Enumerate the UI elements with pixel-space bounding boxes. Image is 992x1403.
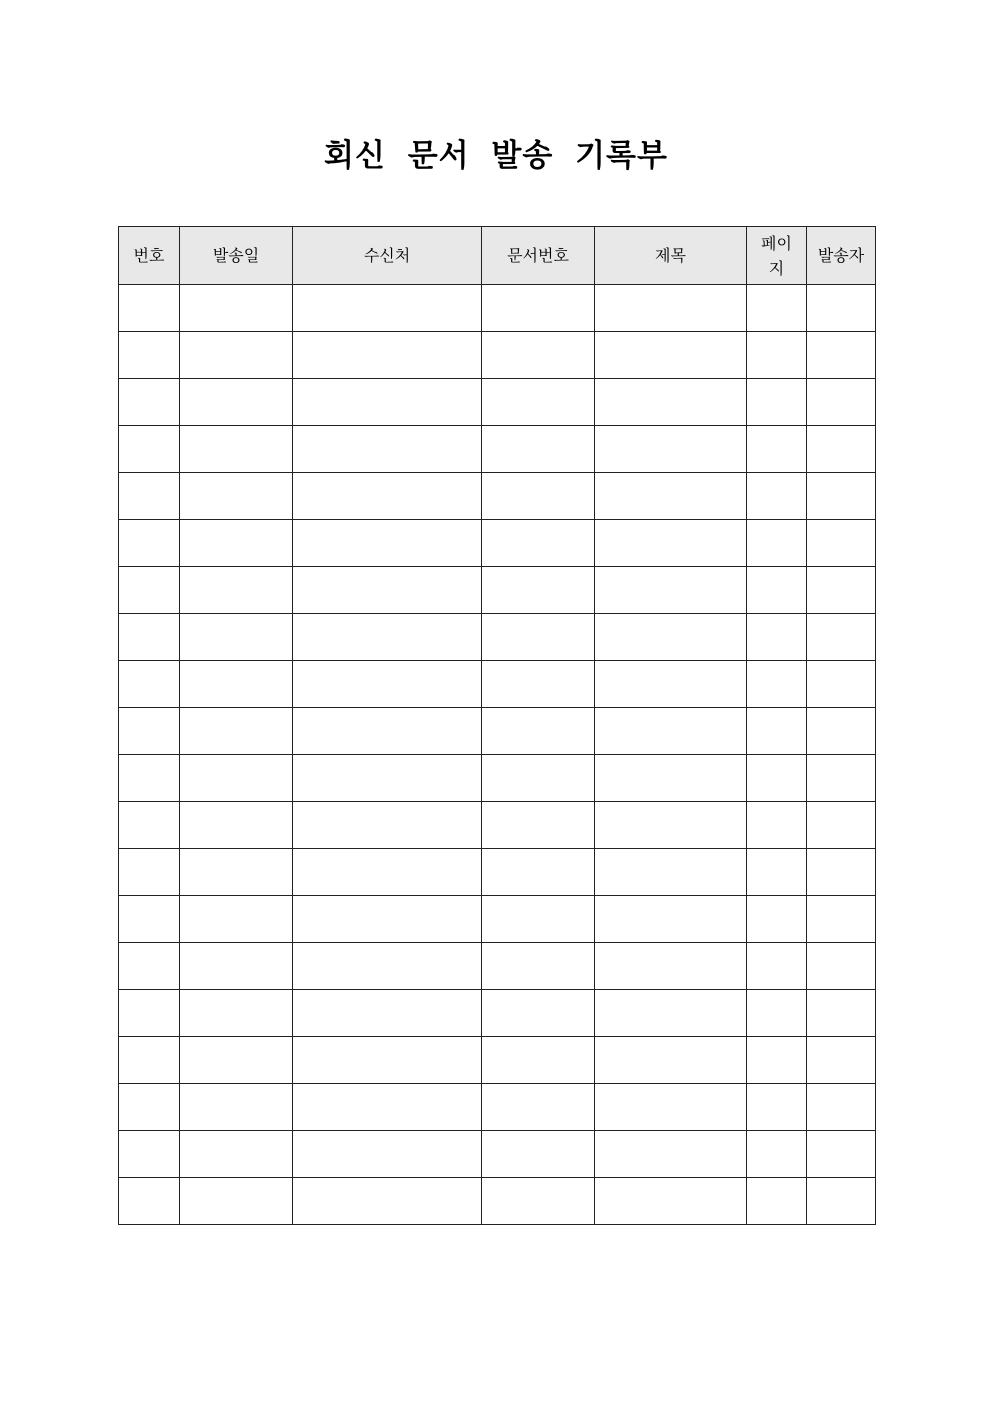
cell-number[interactable] [119,1084,180,1131]
cell-document-number[interactable] [482,849,595,896]
cell-recipient[interactable] [293,1178,482,1225]
cell-subject[interactable] [595,990,747,1037]
cell-sender[interactable] [807,1178,876,1225]
cell-recipient[interactable] [293,1037,482,1084]
cell-sender[interactable] [807,332,876,379]
cell-pages[interactable] [747,285,807,332]
table-row [119,661,876,708]
cell-document-number[interactable] [482,379,595,426]
table-row [119,708,876,755]
cell-document-number[interactable] [482,285,595,332]
cell-number[interactable] [119,1178,180,1225]
cell-subject[interactable] [595,520,747,567]
cell-subject[interactable] [595,849,747,896]
cell-sender[interactable] [807,1084,876,1131]
cell-document-number[interactable] [482,1131,595,1178]
cell-document-number[interactable] [482,661,595,708]
table-row [119,285,876,332]
cell-pages[interactable] [747,426,807,473]
cell-number[interactable] [119,567,180,614]
cell-pages[interactable] [747,896,807,943]
table-row [119,849,876,896]
cell-recipient[interactable] [293,473,482,520]
cell-recipient[interactable] [293,285,482,332]
cell-send-date[interactable] [180,661,293,708]
cell-send-date[interactable] [180,1178,293,1225]
cell-sender[interactable] [807,426,876,473]
table-row [119,1084,876,1131]
table-row [119,614,876,661]
cell-send-date[interactable] [180,520,293,567]
cell-number[interactable] [119,755,180,802]
cell-send-date[interactable] [180,426,293,473]
cell-sender[interactable] [807,990,876,1037]
cell-sender[interactable] [807,1037,876,1084]
cell-number[interactable] [119,708,180,755]
cell-subject[interactable] [595,755,747,802]
cell-pages[interactable] [747,1084,807,1131]
cell-send-date[interactable] [180,614,293,661]
cell-send-date[interactable] [180,473,293,520]
cell-number[interactable] [119,802,180,849]
header-pages-label: 페이지 [761,233,792,278]
cell-document-number[interactable] [482,473,595,520]
cell-send-date[interactable] [180,1131,293,1178]
table-row [119,567,876,614]
cell-number[interactable] [119,332,180,379]
cell-number[interactable] [119,614,180,661]
cell-subject[interactable] [595,896,747,943]
cell-document-number[interactable] [482,567,595,614]
cell-document-number[interactable] [482,990,595,1037]
cell-sender[interactable] [807,943,876,990]
dispatch-log-table [118,226,876,1225]
cell-subject[interactable] [595,285,747,332]
cell-send-date[interactable] [180,567,293,614]
cell-recipient[interactable] [293,849,482,896]
cell-document-number[interactable] [482,896,595,943]
cell-sender[interactable] [807,896,876,943]
cell-pages[interactable] [747,661,807,708]
cell-recipient[interactable] [293,426,482,473]
cell-pages[interactable] [747,520,807,567]
table-row [119,943,876,990]
cell-pages[interactable] [747,1178,807,1225]
cell-sender[interactable] [807,614,876,661]
cell-send-date[interactable] [180,802,293,849]
cell-send-date[interactable] [180,849,293,896]
cell-sender[interactable] [807,520,876,567]
cell-number[interactable] [119,1037,180,1084]
header-pages [747,227,807,285]
table-header-row [119,227,876,285]
cell-pages[interactable] [747,990,807,1037]
cell-recipient[interactable] [293,943,482,990]
cell-document-number[interactable] [482,426,595,473]
cell-pages[interactable] [747,755,807,802]
cell-send-date[interactable] [180,990,293,1037]
cell-recipient[interactable] [293,332,482,379]
cell-subject[interactable] [595,1178,747,1225]
cell-recipient[interactable] [293,661,482,708]
cell-pages[interactable] [747,708,807,755]
header-recipient: 수신처 [293,227,482,285]
cell-subject[interactable] [595,614,747,661]
cell-document-number[interactable] [482,614,595,661]
cell-document-number[interactable] [482,1037,595,1084]
header-send-date: 발송일 [180,227,293,285]
cell-subject[interactable] [595,943,747,990]
table-row [119,379,876,426]
table-row [119,896,876,943]
cell-number[interactable] [119,1131,180,1178]
cell-sender[interactable] [807,708,876,755]
cell-send-date[interactable] [180,285,293,332]
cell-number[interactable] [119,661,180,708]
header-document-number: 문서번호 [482,227,595,285]
cell-number[interactable] [119,849,180,896]
cell-pages[interactable] [747,849,807,896]
cell-pages[interactable] [747,567,807,614]
cell-document-number[interactable] [482,755,595,802]
cell-pages[interactable] [747,379,807,426]
cell-pages[interactable] [747,332,807,379]
cell-document-number[interactable] [482,332,595,379]
cell-number[interactable] [119,896,180,943]
cell-pages[interactable] [747,943,807,990]
cell-recipient[interactable] [293,614,482,661]
cell-send-date[interactable] [180,332,293,379]
cell-send-date[interactable] [180,943,293,990]
cell-sender[interactable] [807,1131,876,1178]
header-subject: 제목 [595,227,747,285]
cell-document-number[interactable] [482,1084,595,1131]
cell-send-date[interactable] [180,1084,293,1131]
cell-recipient[interactable] [293,520,482,567]
cell-sender[interactable] [807,473,876,520]
cell-number[interactable] [119,379,180,426]
cell-send-date[interactable] [180,1037,293,1084]
cell-send-date[interactable] [180,708,293,755]
cell-send-date[interactable] [180,896,293,943]
cell-sender[interactable] [807,379,876,426]
cell-subject[interactable] [595,567,747,614]
cell-sender[interactable] [807,285,876,332]
cell-subject[interactable] [595,1037,747,1084]
cell-subject[interactable] [595,332,747,379]
cell-recipient[interactable] [293,708,482,755]
table-row [119,990,876,1037]
header-number: 번호 [119,227,180,285]
cell-sender[interactable] [807,755,876,802]
cell-subject[interactable] [595,1131,747,1178]
table-body [119,285,876,1225]
cell-recipient[interactable] [293,755,482,802]
cell-sender[interactable] [807,567,876,614]
cell-recipient[interactable] [293,1131,482,1178]
table-row [119,332,876,379]
header-sender: 발송자 [807,227,876,285]
cell-subject[interactable] [595,802,747,849]
cell-number[interactable] [119,990,180,1037]
cell-send-date[interactable] [180,379,293,426]
cell-subject[interactable] [595,379,747,426]
cell-recipient[interactable] [293,567,482,614]
table-row [119,1037,876,1084]
cell-document-number[interactable] [482,708,595,755]
table-row [119,1131,876,1178]
cell-pages[interactable] [747,1131,807,1178]
cell-send-date[interactable] [180,755,293,802]
cell-document-number[interactable] [482,943,595,990]
page-title: 회신 문서 발송 기록부 [324,138,668,174]
cell-number[interactable] [119,943,180,990]
cell-pages[interactable] [747,802,807,849]
cell-subject[interactable] [595,661,747,708]
cell-recipient[interactable] [293,990,482,1037]
cell-sender[interactable] [807,849,876,896]
cell-recipient[interactable] [293,896,482,943]
cell-subject[interactable] [595,426,747,473]
cell-pages[interactable] [747,614,807,661]
cell-number[interactable] [119,473,180,520]
cell-document-number[interactable] [482,1178,595,1225]
cell-subject[interactable] [595,473,747,520]
table-row [119,802,876,849]
table-row [119,426,876,473]
table-row [119,1178,876,1225]
cell-number[interactable] [119,285,180,332]
cell-subject[interactable] [595,708,747,755]
cell-number[interactable] [119,426,180,473]
table-row [119,755,876,802]
cell-document-number[interactable] [482,520,595,567]
cell-number[interactable] [119,520,180,567]
cell-pages[interactable] [747,1037,807,1084]
cell-sender[interactable] [807,661,876,708]
cell-recipient[interactable] [293,379,482,426]
cell-sender[interactable] [807,802,876,849]
table-row [119,520,876,567]
cell-subject[interactable] [595,1084,747,1131]
cell-pages[interactable] [747,473,807,520]
cell-recipient[interactable] [293,802,482,849]
cell-document-number[interactable] [482,802,595,849]
cell-recipient[interactable] [293,1084,482,1131]
table-row [119,473,876,520]
